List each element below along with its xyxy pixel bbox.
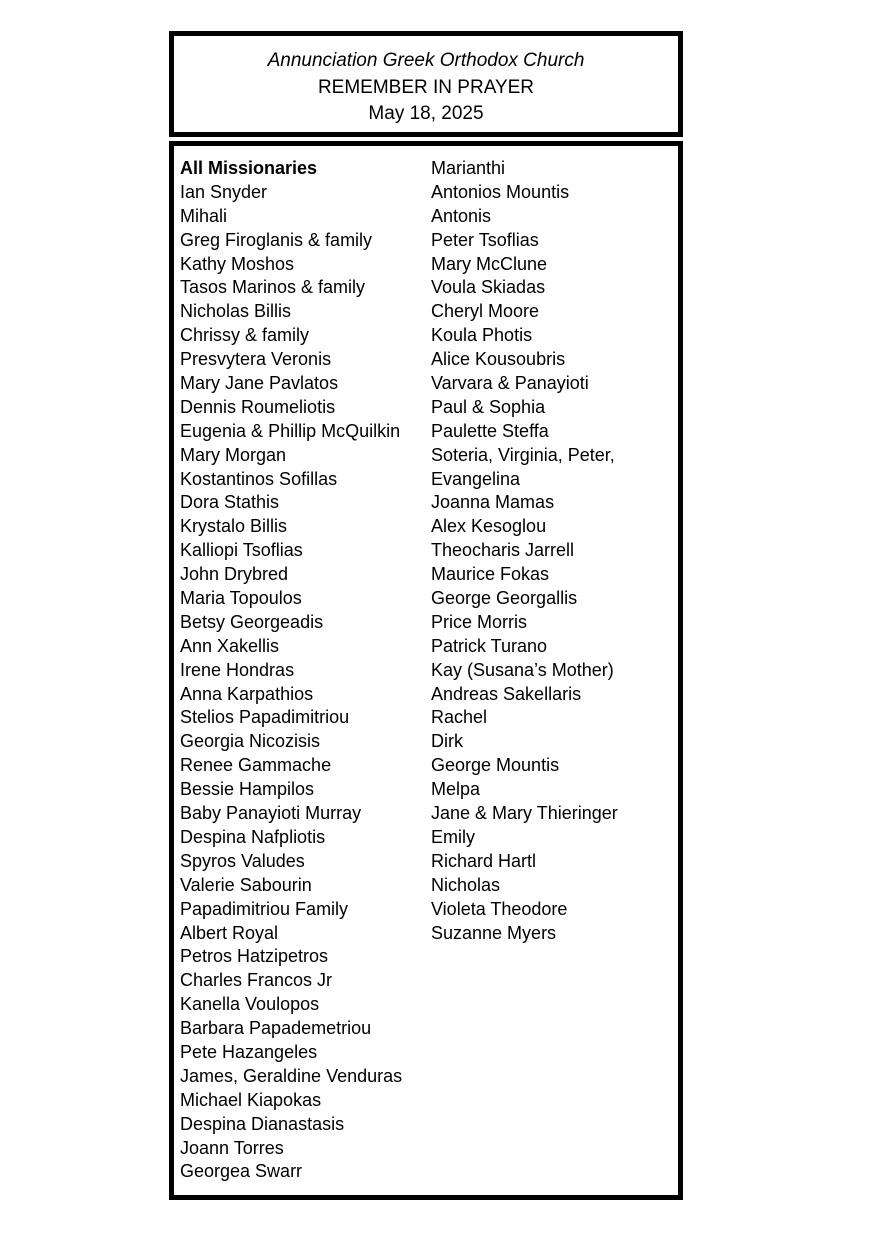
right-column — [431, 157, 676, 945]
list-item: Mary Jane Pavlatos — [180, 373, 339, 394]
list-item: Georgea Swarr — [180, 1161, 303, 1182]
list-item: Baby Panayioti Murray — [180, 803, 362, 824]
list-item: Albert Royal — [180, 922, 279, 943]
list-item: Violeta Theodore — [431, 898, 568, 919]
list-item: Nicholas — [431, 874, 501, 895]
list-item: Theocharis Jarrell — [431, 540, 575, 561]
list-item: Dora Stathis — [180, 492, 280, 513]
list-item: Petros Hatzipetros — [180, 946, 329, 967]
list-item: Richard Hartl — [431, 850, 537, 871]
list-item: Peter Tsoflias — [431, 229, 539, 250]
church-name: Annunciation Greek Orthodox Church — [267, 50, 585, 71]
list-item: Maria Topoulos — [180, 588, 302, 609]
header-box — [169, 31, 683, 137]
date-label: May 18, 2025 — [368, 103, 484, 124]
page-title: REMEMBER IN PRAYER — [317, 76, 535, 98]
list-item: Evangelina — [431, 468, 521, 489]
list-item: Pete Hazangeles — [180, 1041, 318, 1062]
list-item: Jane & Mary Thieringer — [431, 803, 618, 824]
list-item: Bessie Hampilos — [180, 779, 315, 800]
list-item: Paulette Steffa — [431, 420, 549, 441]
list-item: Krystalo Billis — [180, 516, 288, 537]
list-item: James, Geraldine Venduras — [180, 1065, 403, 1086]
list-item: Valerie Sabourin — [180, 874, 312, 895]
list-item: Varvara & Panayioti — [431, 373, 589, 394]
list-item: Antonis — [431, 205, 492, 226]
list-item: Maurice Fokas — [431, 564, 550, 585]
list-item: Kay (Susana’s Mother) — [431, 659, 614, 680]
list-item: Anna Karpathios — [180, 683, 314, 704]
list-item: Joann Torres — [180, 1137, 284, 1158]
list-item: Voula Skiadas — [431, 277, 546, 298]
list-item: Despina Dianastasis — [180, 1113, 345, 1134]
list-item: Rachel — [431, 707, 488, 728]
list-item: Dennis Roumeliotis — [180, 396, 336, 417]
list-item: Melpa — [431, 779, 481, 800]
list-item: Emily — [431, 826, 475, 847]
list-item: Mary Morgan — [180, 444, 287, 465]
list-item: Michael Kiapokas — [180, 1089, 322, 1110]
list-item: Kalliopi Tsoflias — [180, 540, 303, 561]
list-item: George Mountis — [431, 755, 560, 776]
list-item: Papadimitriou Family — [180, 898, 349, 919]
list-item: Spyros Valudes — [180, 850, 305, 871]
list-item: Marianthi — [431, 158, 506, 178]
list-item: Barbara Papademetriou — [180, 1018, 372, 1039]
list-item: Eugenia & Phillip McQuilkin — [180, 420, 401, 441]
prayer-list-box — [169, 141, 683, 1200]
list-item: Ann Xakellis — [180, 635, 280, 656]
list-item: Betsy Georgeadis — [180, 611, 324, 632]
list-item: Stelios Papadimitriou — [180, 707, 350, 728]
list-item: Georgia Nicozisis — [180, 731, 321, 752]
list-item: Alex Kesoglou — [431, 516, 547, 537]
list-item: Suzanne Myers — [431, 922, 557, 943]
list-item: Kathy Moshos — [180, 253, 295, 274]
list-item: Kostantinos Sofillas — [180, 468, 338, 489]
list-item: All Missionaries — [180, 158, 318, 178]
left-column — [180, 157, 425, 1184]
list-item: Mihali — [180, 205, 228, 226]
list-item: Patrick Turano — [431, 635, 548, 656]
list-item: Tasos Marinos & family — [180, 277, 366, 298]
list-item: Antonios Mountis — [431, 181, 570, 202]
list-item: Cheryl Moore — [431, 301, 540, 322]
list-item: George Georgallis — [431, 588, 578, 609]
list-item: Alice Kousoubris — [431, 349, 566, 370]
list-item: Soteria, Virginia, Peter, — [431, 444, 615, 465]
list-item: Mary McClune — [431, 253, 548, 274]
list-item: Charles Francos Jr — [180, 970, 333, 991]
list-item: Nicholas Billis — [180, 301, 292, 322]
list-item: Andreas Sakellaris — [431, 683, 582, 704]
list-item: Chrissy & family — [180, 325, 310, 346]
list-item: Despina Nafpliotis — [180, 826, 326, 847]
list-item: Dirk — [431, 731, 463, 752]
list-item: Kanella Voulopos — [180, 994, 320, 1015]
list-item: Presvytera Veronis — [180, 349, 332, 370]
list-item: Koula Photis — [431, 325, 533, 346]
list-item: Paul & Sophia — [431, 396, 546, 417]
list-item: Renee Gammache — [180, 755, 332, 776]
list-item: Irene Hondras — [180, 659, 295, 680]
list-item: John Drybred — [180, 564, 289, 585]
list-item: Price Morris — [431, 611, 528, 632]
list-item: Ian Snyder — [180, 181, 268, 202]
list-item: Joanna Mamas — [431, 492, 555, 513]
list-item: Greg Firoglanis & family — [180, 229, 373, 250]
